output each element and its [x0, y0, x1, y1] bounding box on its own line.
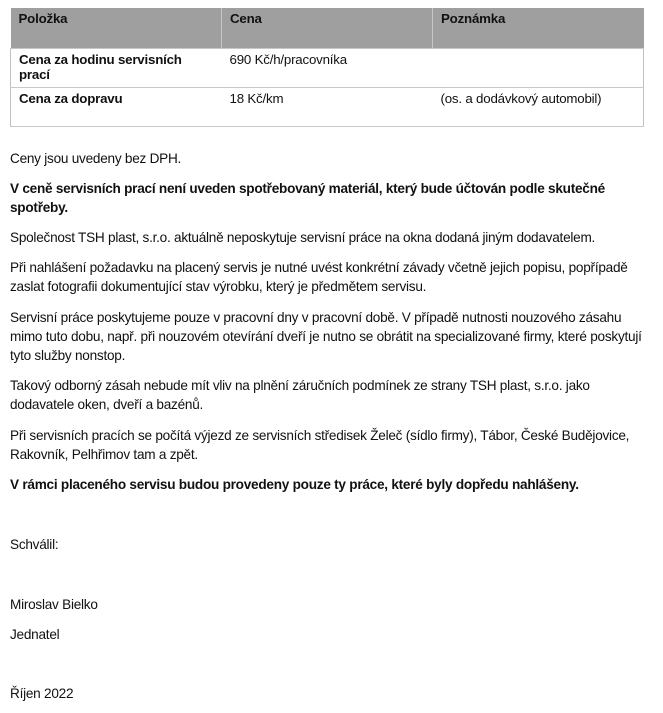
- row-note: (os. a dodávkový automobil): [433, 88, 644, 127]
- signatory-name: Miroslav Bielko: [10, 597, 98, 612]
- row-note: [433, 49, 644, 88]
- header-price: Cena: [222, 8, 433, 49]
- paragraph-other-supplier: Společnost TSH plast, s.r.o. aktuálně neposkytuje servisní práce na okna dodaná jiným dodavatelem.: [10, 230, 596, 245]
- document-date: Říjen 2022: [10, 686, 74, 701]
- table-row: [11, 49, 644, 88]
- approved-label: Schválil:: [10, 537, 59, 552]
- paragraph-vat: Ceny jsou uvedeny bez DPH.: [10, 151, 182, 166]
- header-note: Poznámka: [433, 8, 644, 49]
- paragraph-working-hours: Servisní práce poskytujeme pouze v pracovní dny v pracovní době. V případě nutnosti nouzového zásahu mimo tuto dobu, např. při nouzovém otevírání dveří je nutno se obrátit na specializované firmy, které poskytují tyto služby nonstop.: [10, 310, 642, 363]
- header-item: Položka: [11, 8, 222, 49]
- table-header-row: [11, 8, 644, 49]
- paragraph-reporting: Při nahlášení požadavku na placený servis je nutné uvést konkrétní závady včetně jejich popisu, popřípadě zaslat fotografii dokumentující stav výrobku, který je předmětem servisu.: [10, 260, 628, 294]
- row-item: Cena za hodinu servisních prací: [11, 49, 222, 88]
- paragraph-material: V ceně servisních prací není uveden spotřebovaný materiál, který bude účtován podle skutečné spotřeby.: [10, 181, 605, 215]
- paragraph-travel: Při servisních pracích se počítá výjezd ze servisních středisek Želeč (sídlo firmy), Tábor, České Budějovice, Rakovník, Pelhřimov tam a zpět.: [10, 428, 630, 462]
- row-price: 690 Kč/h/pracovníka: [222, 49, 433, 88]
- paragraph-warranty: Takový odborný zásah nebude mít vliv na plnění záručních podmínek ze strany TSH plast, s.r.o. jako dodavatele oken, dveří a bazénů.: [10, 378, 590, 412]
- price-table: [10, 8, 644, 127]
- row-price: 18 Kč/km: [222, 88, 433, 127]
- signatory-title: Jednatel: [10, 627, 60, 642]
- row-item: Cena za dopravu: [11, 88, 222, 127]
- table-row: [11, 88, 644, 127]
- paragraph-reported-only: V rámci placeného servisu budou provedeny pouze ty práce, které byly dopředu nahlášeny.: [10, 477, 579, 492]
